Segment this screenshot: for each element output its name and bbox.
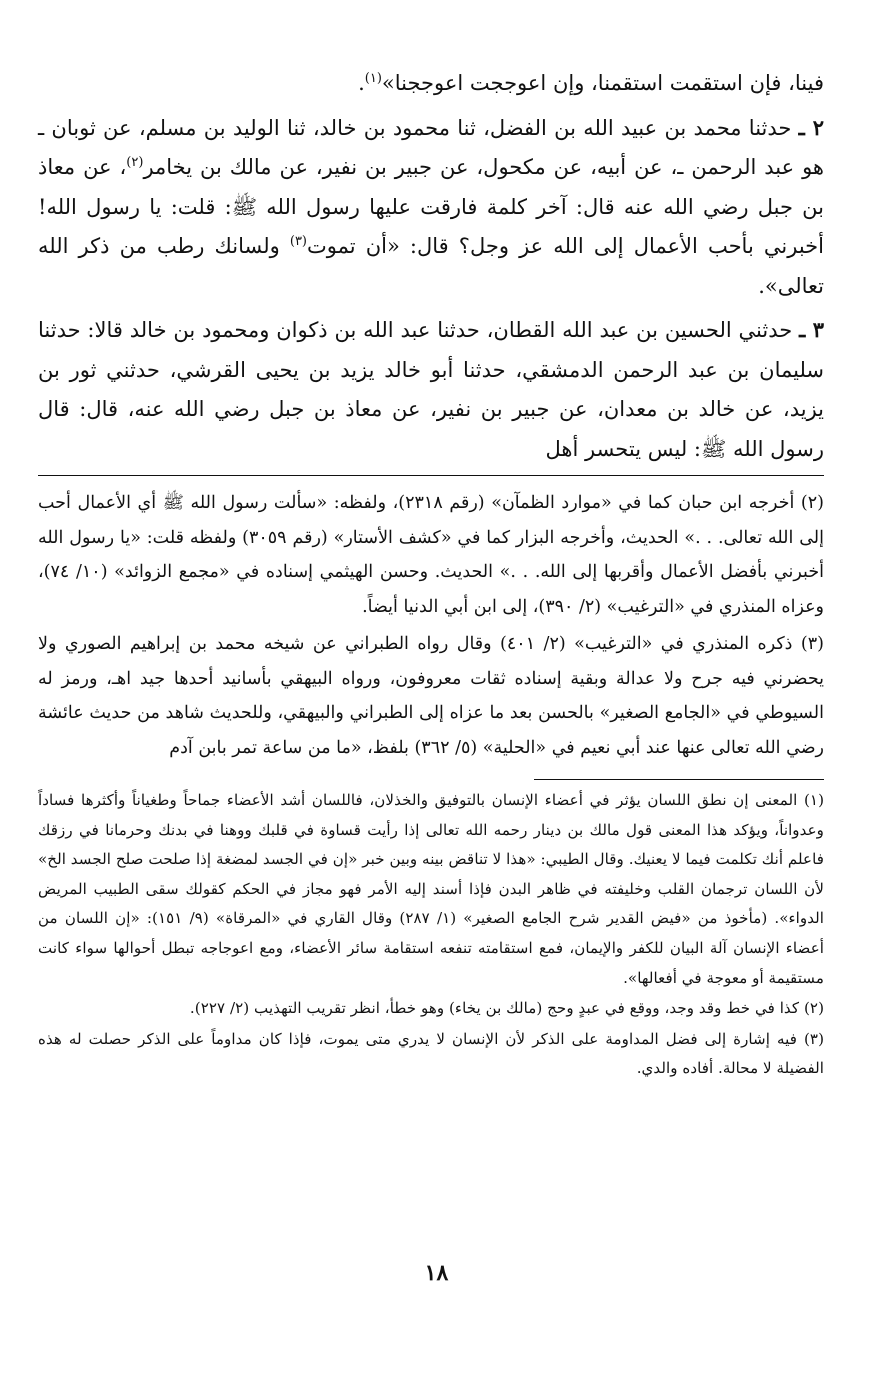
- book-page: [38, 64, 824, 1354]
- hadith-2-text-b: ، عن معاذ بن جبل رضي الله عنه قال: آخر كلمة فارقت عليها رسول الله ﷺ: قلت: يا رسول الله! أخبرني بأحب الأعمال إلى الله عز وجل؟ قال: «أن تموت: [38, 155, 824, 258]
- footnote-divider: [38, 475, 824, 476]
- hadith-number: ٢ ـ: [798, 114, 824, 140]
- hadith-2-text-c: ولسانك رطب من ذكر الله تعالى».: [38, 234, 824, 298]
- editor-footnotes: [38, 486, 824, 765]
- paragraph-1-end: .: [358, 71, 365, 95]
- footnote-ref: (١): [364, 71, 382, 86]
- paragraph-1: [38, 64, 824, 104]
- footnote-item: (٣) فيه إشارة إلى فضل المداومة على الذكر لأن الإنسان لا يدري متى يموت، فإذا كان مداوماً على الذكر حصلت له هذه الفضيلة لا محالة. أفاده والدي.: [38, 1029, 824, 1078]
- paragraph-1-text: فينا، فإن استقمت استقمنا، وإن اعوججت اعوججنا»: [381, 71, 824, 95]
- hadith-3-text: حدثني الحسين بن عبد الله القطان، حدثنا عبد الله بن ذكوان ومحمود بن خالد قالا: حدثنا سليمان بن عبد الرحمن الدمشقي، حدثنا أبو خالد يزيد بن يحيى القرشي، حدثني ثور بن يزيد، عن خالد بن معدان، عن جبير بن نفير، عن معاذ بن جبل رضي الله عنه، قال: قال رسول الله ﷺ: ليس يتحسر أهل: [38, 318, 824, 461]
- page-number: ١٨: [424, 1260, 449, 1286]
- footnote-item: (٢) كذا في خط وقد وجد، ووقع في عبدٍ وحج (مالك بن يخاء) وهو خطأ، انظر تقريب التهذيب (٢/ ٢٢٧).: [189, 999, 824, 1018]
- author-footnote-divider: [534, 779, 824, 780]
- footnote-ref: (٢): [126, 155, 144, 170]
- footnote-ref: (٣): [289, 234, 307, 249]
- footnote-item: (٢) أخرجه ابن حبان كما في «موارد الظمآن» (رقم ٢٣١٨)، ولفظه: «سألت رسول الله ﷺ أي الأعمال أحب إلى الله تعالى. . .» الحديث، وأخرجه البزار كما في «كشف الأستار» (رقم ٣٠٥٩) ولفظه قلت: «يا رسول الله أخبرني بأفضل الأعمال وأقربها إلى الله. . .» الحديث. وحسن الهيثمي إسناده في «مجمع الزوائد» (١٠/ ٧٤)، وعزاه المنذري في «الترغيب» (٢/ ٣٩٠)، إلى ابن أبي الدنيا أيضاً.: [38, 493, 824, 617]
- footnote-item: (١) المعنى إن نطق اللسان يؤثر في أعضاء الإنسان بالتوفيق والخذلان، فاللسان أشد الأعضاء جماحاً وطغياناً وأكثرها فساداً وعدواناً، ويؤكد هذا المعنى قول مالك بن دينار رحمه الله تعالى إذا رأيت قساوة في قلبك ووهنا في بدنك وحرمانا في رزقك فاعلم أنك تكلمت فيما لا يعنيك. وقال الطيبي: «هذا لا تناقض بينه وبين خبر «إن في الجسد لمضغة إذا صلحت صلح الجسد الخ» لأن اللسان ترجمان القلب وخليفته في ظاهر البدن فإذا أسند إليه الأمر فهو مجاز في الحكم كقولك سقى الطبيب المريض الدواء». (مأخوذ من «فيض القدير شرح الجامع الصغير» (١/ ٢٨٧) وقال القاري في «المرقاة» (٩/ ١٥١): «إن اللسان من أعضاء الإنسان آلة البيان للكفر والإيمان، فمع استقامته تنفعه استقامة سائر الأعضاء، ومع اعوجاجه تبطل أحوالها سواء كانت مستقيمة أو معوجة في أفعالها».: [38, 791, 825, 987]
- main-text: [38, 64, 824, 469]
- hadith-2: [38, 108, 824, 307]
- hadith-number: ٣ ـ: [799, 317, 824, 342]
- footnote-item: (٣) ذكره المنذري في «الترغيب» (٢/ ٤٠١) وقال رواه الطبراني عن شيخه محمد بن إبراهيم الصوري ولا يحضرني فيه جرح ولا عدالة وبقية إسناده ثقات معروفون، ورواه البيهقي بأسانيد أحدها جيد اهـ، ورمز له السيوطي في «الجامع الصغير» بالحسن بعد ما عزاه إلى الطبراني والبيهقي، وللحديث شاهد من حديث عائشة رضي الله تعالى عنها عند أبي نعيم في «الحلية» (٥/ ٣٦٢) بلفظ، «ما من ساعة تمر بابن آدم: [38, 634, 824, 758]
- hadith-3: [38, 310, 824, 469]
- hadith-2-text-a: حدثنا محمد بن عبيد الله بن الفضل، ثنا محمود بن خالد، ثنا الوليد بن مسلم، عن ثوبان ـ هو عبد الرحمن ـ، عن أبيه، عن مكحول، عن جبير بن نفير، عن مالك بن يخامر: [38, 115, 824, 179]
- author-footnotes: [38, 786, 824, 1084]
